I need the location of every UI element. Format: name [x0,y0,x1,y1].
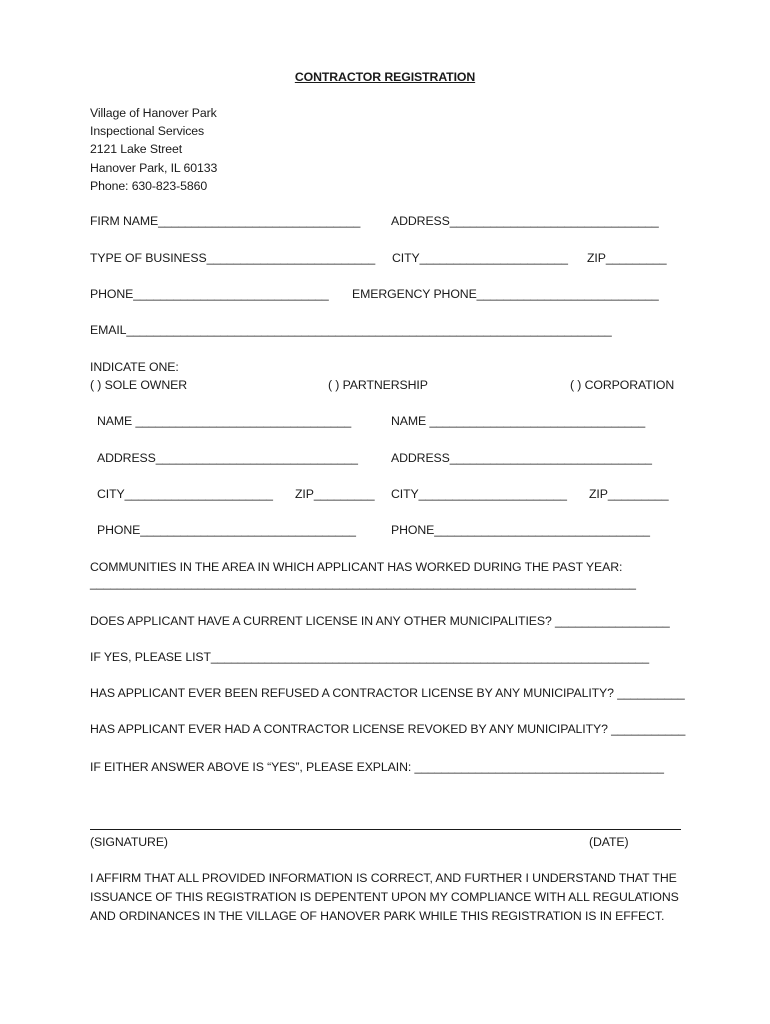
principal-1-name-field[interactable]: NAME ________________________________ [97,414,352,428]
affirmation-line-3: AND ORDINANCES IN THE VILLAGE OF HANOVER PARK WHILE THIS REGISTRATION IS IN EFFECT. [90,909,665,923]
office-line-village: Village of Hanover Park [90,106,217,120]
corporation-option[interactable]: ( ) CORPORATION [570,378,675,392]
revoked-license-question[interactable]: HAS APPLICANT EVER HAD A CONTRACTOR LICENSE REVOKED BY ANY MUNICIPALITY? ___________ [90,722,686,736]
affirmation-line-1: I AFFIRM THAT ALL PROVIDED INFORMATION IS CORRECT, AND FURTHER I UNDERSTAND THAT THE [90,871,677,885]
explain-field[interactable]: IF EITHER ANSWER ABOVE IS “YES”, PLEASE EXPLAIN: _____________________________________ [90,760,664,774]
sole-owner-option[interactable]: ( ) SOLE OWNER [90,378,187,392]
principal-2-name-field[interactable]: NAME ________________________________ [391,414,646,428]
principal-1-phone-field[interactable]: PHONE________________________________ [97,523,356,537]
firm-name-field[interactable]: FIRM NAME______________________________ [90,214,361,228]
principal-1-city-field[interactable]: CITY______________________ [97,487,273,501]
current-license-question[interactable]: DOES APPLICANT HAVE A CURRENT LICENSE IN ANY OTHER MUNICIPALITIES? _________________ [90,614,670,628]
emergency-phone-field[interactable]: EMERGENCY PHONE___________________________ [352,287,659,301]
principal-2-phone-field[interactable]: PHONE________________________________ [391,523,650,537]
principal-2-city-field[interactable]: CITY______________________ [391,487,567,501]
principal-2-address-field[interactable]: ADDRESS______________________________ [391,451,652,465]
firm-city-field[interactable]: CITY______________________ [392,251,568,265]
office-line-department: Inspectional Services [90,124,205,139]
office-line-street: 2121 Lake Street [90,142,183,157]
office-line-city: Hanover Park, IL 60133 [90,160,218,175]
affirmation-line-2: ISSUANCE OF THIS REGISTRATION IS DEPENTENT UPON MY COMPLIANCE WITH ALL REGULATIONS [90,890,679,904]
principal-1-address-field[interactable]: ADDRESS______________________________ [97,451,358,465]
firm-address-field[interactable]: ADDRESS_______________________________ [391,214,659,228]
principal-1-zip-field[interactable]: ZIP_________ [295,487,375,501]
date-label: (DATE) [589,835,629,849]
form-title: CONTRACTOR REGISTRATION [294,70,476,84]
communities-question: COMMUNITIES IN THE AREA IN WHICH APPLICANT HAS WORKED DURING THE PAST YEAR: [90,560,623,574]
signature-line[interactable] [90,829,681,830]
affirmation-statement [90,869,690,926]
type-of-business-field[interactable]: TYPE OF BUSINESS_________________________ [90,251,376,265]
refused-license-question[interactable]: HAS APPLICANT EVER BEEN REFUSED A CONTRACTOR LICENSE BY ANY MUNICIPALITY? __________ [90,686,685,700]
communities-answer-line[interactable]: _________________________________________________________________________________ [90,576,636,590]
signature-label: (SIGNATURE) [90,835,168,849]
indicate-one-heading: INDICATE ONE: [90,360,179,374]
principal-2-zip-field[interactable]: ZIP_________ [589,487,669,501]
firm-phone-field[interactable]: PHONE_____________________________ [90,287,329,301]
office-line-phone: Phone: 630-823-5860 [90,178,208,193]
email-field[interactable]: EMAIL________________________________________________________________________ [90,323,612,337]
firm-zip-field[interactable]: ZIP_________ [587,251,667,265]
license-list-field[interactable]: IF YES, PLEASE LIST_________________________________________________________________ [90,650,649,664]
office-address [90,104,217,195]
partnership-option[interactable]: ( ) PARTNERSHIP [328,378,428,392]
